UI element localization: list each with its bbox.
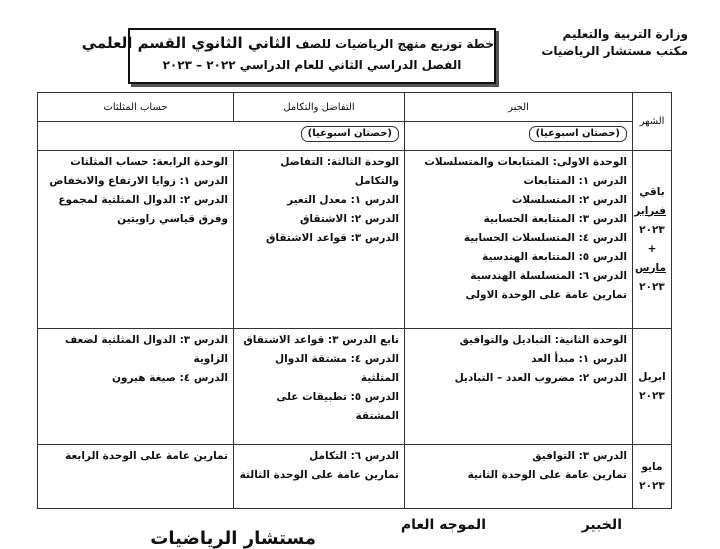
ministry-block [518, 26, 688, 60]
office-name: مكتب مستشار الرياضيات [541, 44, 688, 58]
algebra-cell [405, 445, 633, 509]
month-line: ٢٠٢٣ [639, 280, 665, 293]
month-line: فبراير [634, 204, 666, 217]
month-header: الشهر [633, 93, 672, 151]
column-header-trig: حساب المثلثات [38, 93, 234, 122]
document-subtitle: الفصل الدراسي الثاني للعام الدراسي ٢٠٢٢ – ٢٠٢٣ [162, 58, 462, 72]
lesson-item: الدرس ٣: قواعد الاشتقاق [266, 232, 399, 244]
sessions-row [38, 122, 672, 151]
trig-cell [38, 151, 234, 329]
sessions-badge: (حصتان اسبوعيا) [301, 126, 399, 142]
title-box [81, 28, 496, 84]
lesson-item: الدرس ١: معدل التغير [287, 194, 399, 206]
table-header-row [38, 93, 672, 122]
unit-title: الوحدة الثانية: التباديل والتوافيق [459, 334, 627, 346]
lesson-item: الدرس ٥: تطبيقات على المشتقة [276, 391, 399, 422]
curriculum-table [37, 92, 672, 509]
document-title [81, 34, 494, 52]
trig-cell [38, 329, 234, 445]
lesson-item: الدرس ٣: المتتابعة الحسابية [483, 213, 627, 225]
advisor-label: مستشار الرياضيات [150, 528, 316, 549]
calculus-cell [234, 329, 405, 445]
lesson-item: الدرس ٦: التكامل [309, 450, 399, 462]
lesson-item: تمارين عامة على الوحدة الثانية [467, 469, 627, 481]
calculus-cell [234, 445, 405, 509]
lesson-item: الدرس ٤: مشتقة الدوال المثلثية [275, 353, 399, 384]
signature-row [0, 512, 720, 549]
lesson-item: تابع الدرس ٣: قواعد الاشتقاق [243, 334, 399, 346]
month-line: مارس [635, 261, 666, 274]
title-prefix: خطة توزيع منهج الرياضيات للصف [295, 37, 494, 51]
lesson-item: الدرس ١: مبدأ العد [531, 353, 627, 365]
lesson-item: تمارين عامة على الوحدة الاولى [465, 289, 627, 301]
month-line: ابريل [638, 370, 666, 383]
trig-cell [38, 445, 234, 509]
table-row [38, 445, 672, 509]
lesson-item: الدرس ١: المتتابعات [523, 175, 627, 187]
lesson-item: الدرس ٦: المتسلسلة الهندسية [470, 270, 627, 282]
month-line: + [647, 242, 657, 255]
unit-title: الوحدة الرابعة: حساب المثلثات [70, 156, 228, 168]
month-line: باقي [639, 185, 665, 198]
lesson-item: الدرس ١: زوايا الارتفاع والانخفاض [49, 175, 228, 187]
ministry-name: وزارة التربية والتعليم [562, 27, 688, 41]
sessions-calc-trig [38, 122, 405, 151]
lesson-item: الدرس ٢: الدوال المثلثية لمجموع وفرق قياسي زاويتين [58, 194, 228, 225]
lesson-item: الدرس ٢: الاشتقاق [300, 213, 399, 225]
column-header-calculus: التفاضل والتكامل [234, 93, 405, 122]
lesson-item: الدرس ٢: مضروب العدد – التباديل [454, 372, 627, 384]
supervisor-label: الموجه العام [400, 517, 486, 533]
lesson-item: الدرس ٣: الدوال المثلثية لضعف الزاوية [64, 334, 228, 365]
unit-title: الوحدة الاولى: المتتابعات والمتسلسلات [424, 156, 627, 168]
month-cell [633, 329, 672, 445]
algebra-cell [405, 151, 633, 329]
lesson-item: الدرس ٣: التوافيق [532, 450, 627, 462]
month-line: ٢٠٢٣ [639, 389, 665, 402]
lesson-item: الدرس ٤: صيغة هيرون [111, 372, 228, 384]
lesson-item: الدرس ٤: المتسلسلات الحسابية [463, 232, 627, 244]
lesson-item: الدرس ٥: المتتابعة الهندسية [482, 251, 627, 263]
lesson-item: تمارين عامة على الوحدة الثالثة [239, 469, 399, 481]
sessions-badge: (حصتان اسبوعيا) [529, 126, 627, 142]
month-line: ٢٠٢٣ [639, 479, 665, 492]
calculus-cell [234, 151, 405, 329]
table-row [38, 329, 672, 445]
month-cell [633, 151, 672, 329]
column-header-algebra: الجبر [405, 93, 633, 122]
expert-label: الخبير [581, 517, 622, 533]
lesson-item: الدرس ٢: المتسلسلات [511, 194, 627, 206]
month-line: مايو [641, 460, 663, 473]
month-line: ٢٠٢٣ [639, 223, 665, 236]
algebra-cell [405, 329, 633, 445]
month-cell [633, 445, 672, 509]
title-grade: الثاني الثانوي القسم العلمي [81, 34, 292, 52]
table-row [38, 151, 672, 329]
sessions-algebra [405, 122, 633, 151]
unit-title: الوحدة الثالثة: التفاضل والتكامل [280, 156, 399, 187]
lesson-item: تمارين عامة على الوحدة الرابعة [65, 450, 228, 462]
